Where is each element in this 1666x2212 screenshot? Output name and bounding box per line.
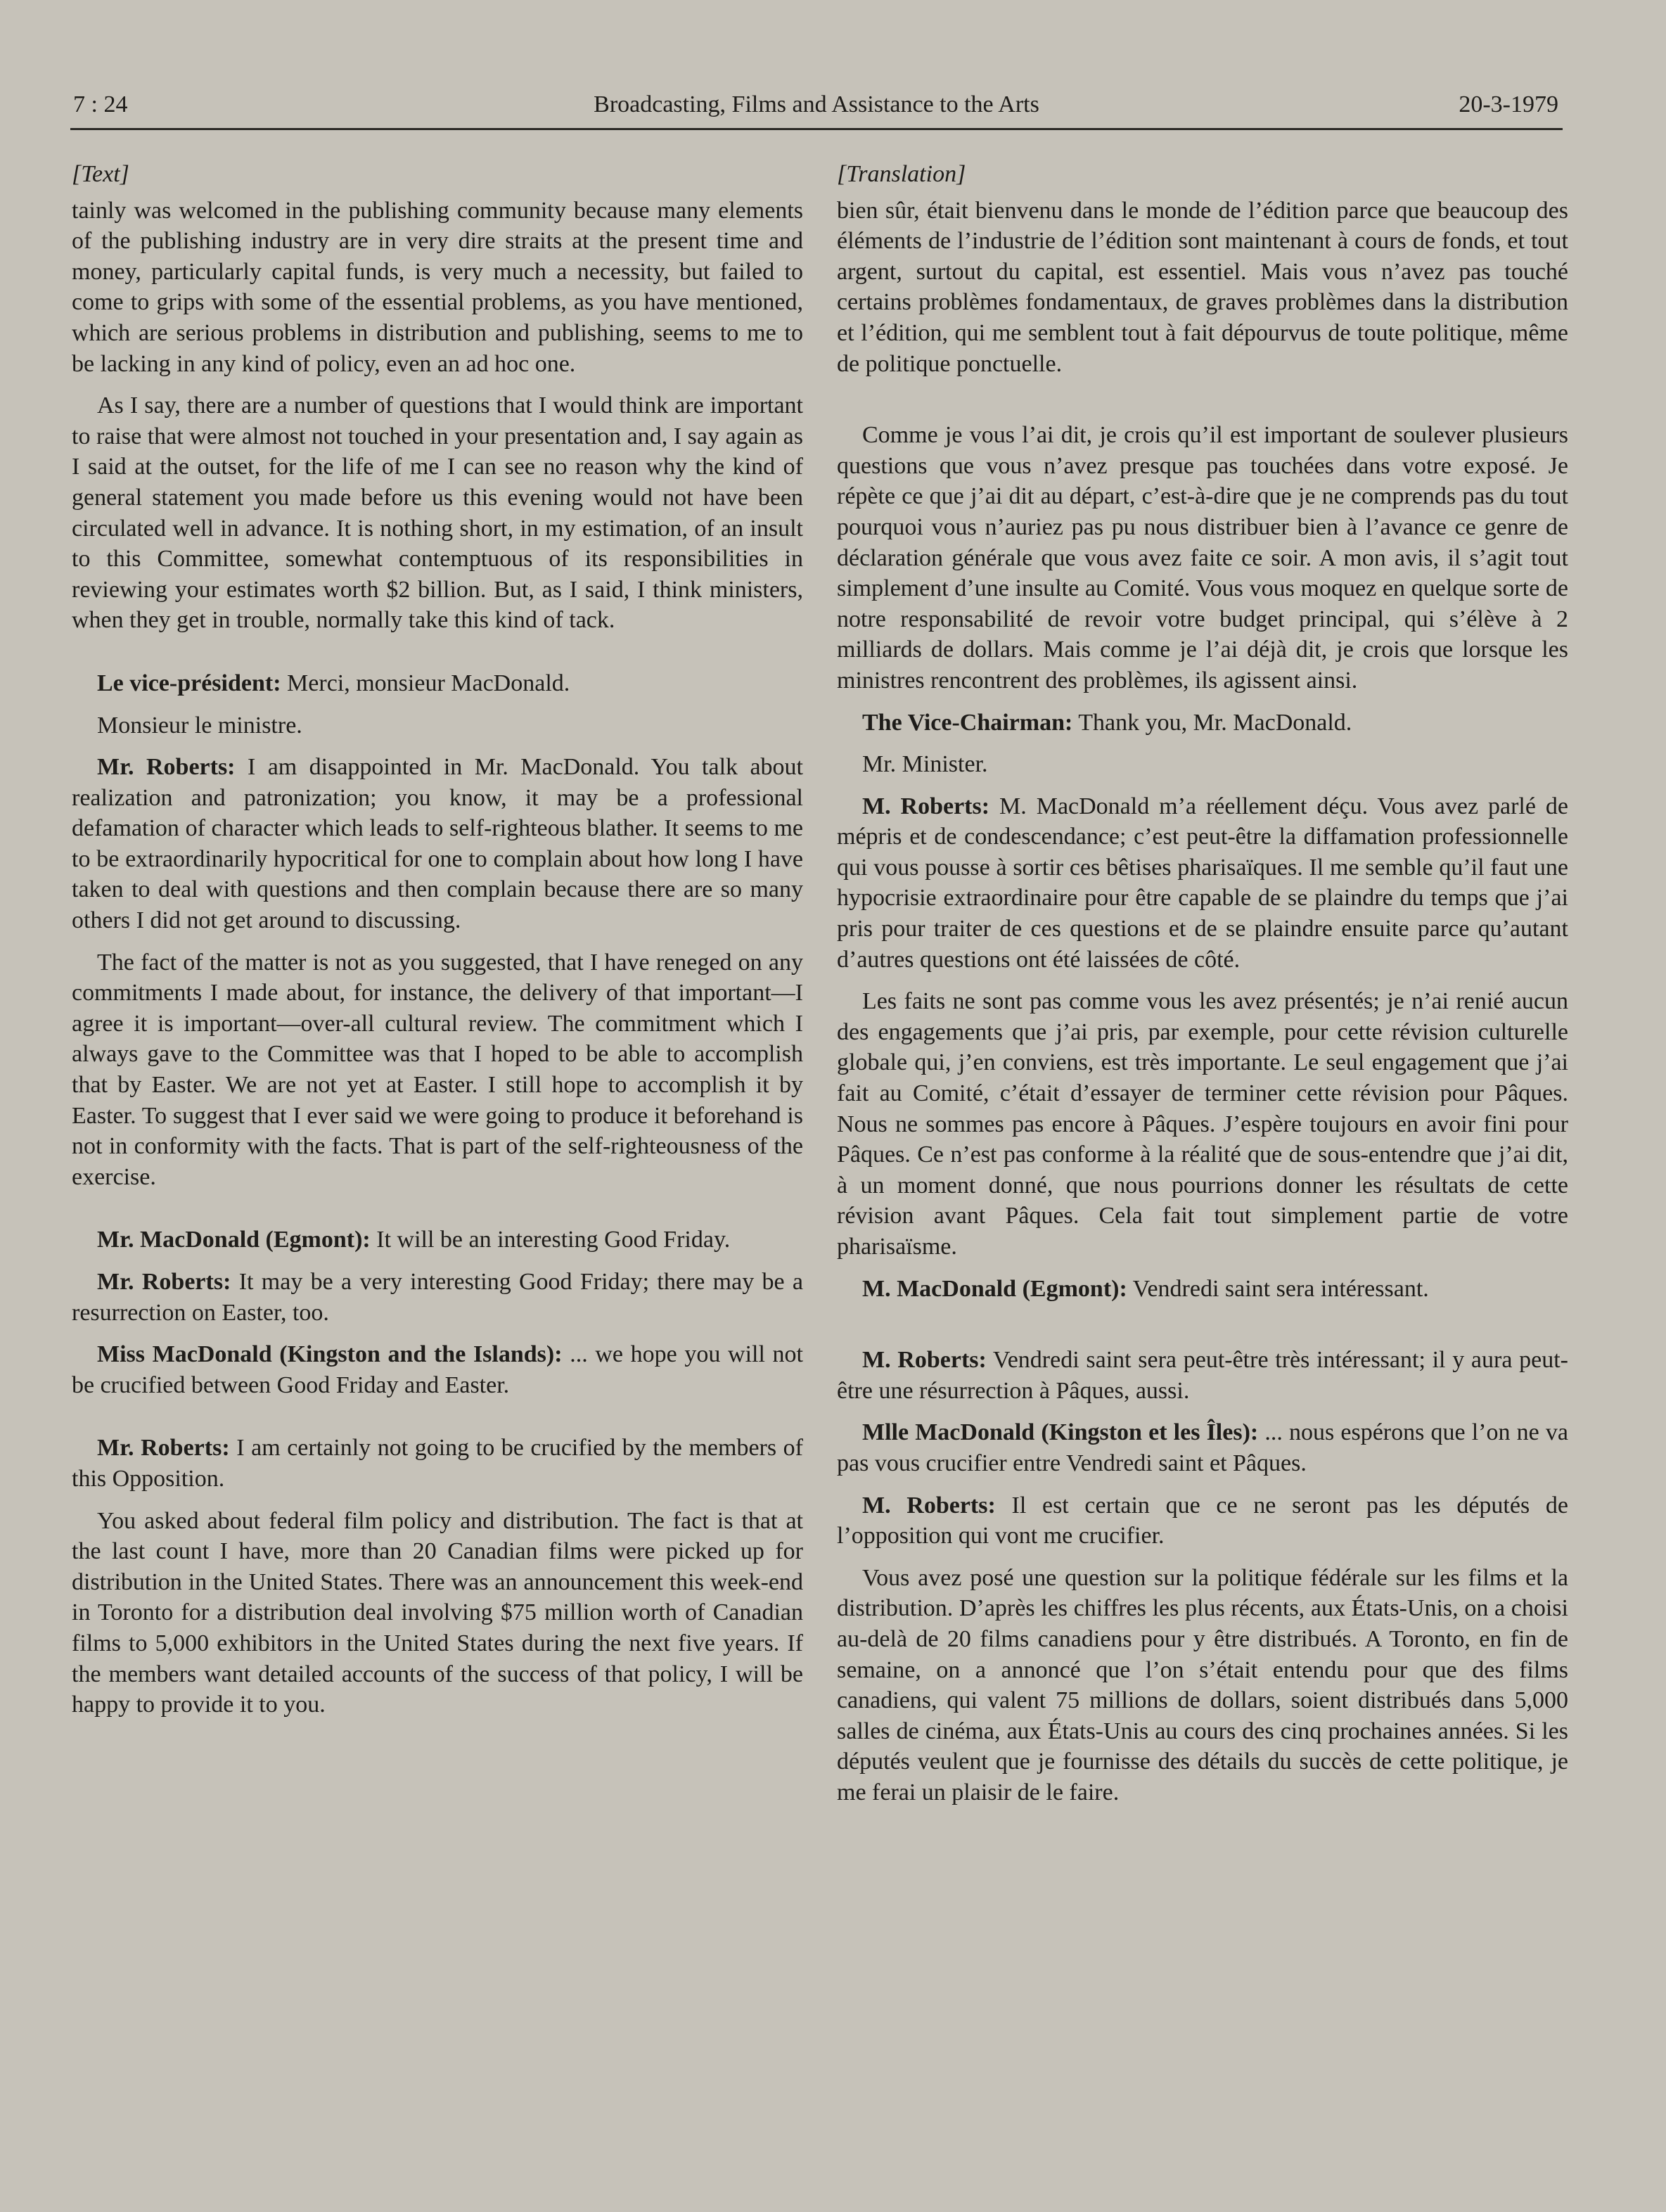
fr-paragraph: Comme je vous l’ai dit, je crois qu’il est important de soulever plusieurs questions que vous n’avez presque pas touchées dans votre exposé. Je répète ce que j’ai dit au départ, c’est-à-dire que je ne comprends pas du tout pourquoi vous n’auriez pas pu nous distribuer bien à l’avance ce genre de déclaration générale que vous avez faite ce soir. A mon avis, il s’agit tout simplement d’une insulte au Comité. Vous vous moquez en quelque sorte de notre responsabilité de revoir votre budget principal, qui s’élève à 2 milliards de dollars. Mais comme je l’ai déjà dit, je crois que lorsque les ministres rencontrent des problèmes, ils agissent ainsi. xyxy=(837,422,1568,693)
en-paragraph: Monsieur le ministre. xyxy=(97,712,302,739)
speech-text: Vendredi saint sera peut-être très intéressant; il y aura peut-être une résurrection à Pâques, aussi. xyxy=(837,1347,1568,1404)
speaker-name: M. Roberts: xyxy=(862,793,990,819)
page-number: 7 : 24 xyxy=(73,91,128,117)
speaker-name: Mlle MacDonald (Kingston et les Îles): xyxy=(862,1419,1259,1446)
speech-text: It will be an interesting Good Friday. xyxy=(370,1227,731,1253)
speech-text: Thank you, Mr. MacDonald. xyxy=(1072,709,1352,736)
fr-paragraph xyxy=(837,1417,1568,1478)
fr-paragraph xyxy=(837,1345,1568,1406)
speech-text: Merci, monsieur MacDonald. xyxy=(281,670,570,696)
fr-paragraph xyxy=(837,708,1568,739)
french-label-text: Translation xyxy=(846,161,957,187)
speech-text: ... we hope you will not be crucified between Good Friday and Easter. xyxy=(72,1341,803,1398)
fr-paragraph: Mr. Minister. xyxy=(862,751,988,778)
fr-paragraph xyxy=(837,791,1568,976)
en-paragraph xyxy=(72,1267,803,1328)
fr-paragraph: Vous avez posé une question sur la politique fédérale sur les films et la distribution. D’après les chiffres les plus récents, aux États-Unis, on a choisi au-delà de 20 films canadiens pour y être distribués. A Toronto, en fin de semaine, on a annoncé que l’on s’était entendu pour que des films canadiens, qui valent 75 millions de dollars, soient distribués dans 5,000 salles de cinéma, aux États-Unis au cours des cinq prochaines années. Si les députés veulent que je fournisse des détails du succès de cette politique, je me ferai un plaisir de le faire. xyxy=(837,1564,1568,1805)
speech-text: Il est certain que ce ne seront pas les députés de l’opposition qui vont me crucifier. xyxy=(837,1492,1568,1549)
page-title: Broadcasting, Films and Assistance to the Arts xyxy=(594,91,1039,117)
en-paragraph xyxy=(72,1225,803,1255)
en-paragraph: You asked about federal film policy and distribution. The fact is that at the last count I have, more than 20 Canadian films were picked up for distribution in the United States. There was an announcement this week-end in Toronto for a distribution deal involving $75 million worth of Canadian films to 5,000 exhibitors in the United States during the next five years. If the members want detailed accounts of the success of that policy, I will be happy to provide it to you. xyxy=(72,1507,803,1718)
en-paragraph xyxy=(72,1433,803,1494)
speech-text: Vendredi saint sera intéressant. xyxy=(1127,1275,1429,1302)
speaker-name: Mr. Roberts: xyxy=(97,1269,231,1295)
fr-paragraph xyxy=(837,1274,1568,1305)
en-paragraph: The fact of the matter is not as you suggested, that I have reneged on any commitments I made about, for instance, the delivery of that important—I agree it is important—over-all cultural review. The commitment which I always gave to the Committee was that I hoped to be able to accomplish that by Easter. We are not yet at Easter. I still hope to accomplish it by Easter. To suggest that I ever said we were going to produce it beforehand is not in conformity with the facts. That is part of the self-righteousness of the exercise. xyxy=(72,949,803,1190)
english-label: [Text] xyxy=(72,161,129,187)
fr-paragraph xyxy=(837,1490,1568,1552)
page-date: 20-3-1979 xyxy=(1459,91,1558,117)
en-paragraph xyxy=(72,1339,803,1400)
en-paragraph xyxy=(72,668,803,699)
fr-paragraph: bien sûr, était bienvenu dans le monde de l’édition parce que beaucoup des éléments de l’industrie de l’édition sont maintenant à cours de fonds, et tout argent, surtout du capital, est essentiel. Mais vous n’avez pas touché certains problèmes fondamentaux, de graves problèmes dans la distribution et l’édition, qui me semblent tout à fait dépourvus de toute politique, même de politique ponctuelle. xyxy=(837,197,1568,377)
en-paragraph xyxy=(72,752,803,936)
speaker-name: M. MacDonald (Egmont): xyxy=(862,1275,1127,1302)
en-paragraph: tainly was welcomed in the publishing community because many elements of the publishing industry are in very dire straits at the present time and money, particularly capital funds, is very much a necessity, but failed to come to grips with some of the essential problems, as you have mentioned, which are serious problems in distribution and publishing, seems to me to be lacking in any kind of policy, even an ad hoc one. xyxy=(72,197,803,377)
speech-text: M. MacDonald m’a réellement déçu. Vous avez parlé de mépris et de condescendance; c’est peut-être la diffamation professionnelle qui vous pousse à sortir ces bêtises pharisaïques. Il me semble qu’il faut une hypocrisie extraordinaire pour être capable de se plaindre du temps que j’ai pris pour traiter de ces questions et de se plaindre ensuite parce qu’autant d’autres questions ont été laissées de côté. xyxy=(837,793,1568,973)
french-label: [Translation] xyxy=(837,161,966,187)
page-header xyxy=(70,86,1563,130)
speech-text: It may be a very interesting Good Friday; there may be a resurrection on Easter, too. xyxy=(72,1269,804,1326)
speaker-name: Le vice-président: xyxy=(97,670,281,696)
english-column xyxy=(72,159,803,1732)
speaker-name: Mr. Roberts: xyxy=(97,1435,230,1462)
speech-text: I am disappointed in Mr. MacDonald. You talk about realization and patronization; you know, it may be a professional defamation of character which leads to self-righteous blather. It seems to me to be extraordinarily hypocritical for one to complain about how long I have taken to deal with questions and then complain because there are so many others I did not get around to discussing. xyxy=(72,754,803,934)
fr-paragraph: Les faits ne sont pas comme vous les avez présentés; je n’ai renié aucun des engagements que j’ai pris, par exemple, pour cette révision culturelle globale qui, j’en conviens, est très importante. Le seul engagement que j’ai fait au Comité, c’était d’essayer de terminer cette révision pour Pâques. Nous ne sommes pas encore à Pâques. J’espère toujours en avoir fini pour Pâques. Ce n’est pas conforme à la réalité que de sous-entendre que j’ai dit, à un moment donné, que nous pourrions donner les résultats de cette révision avant Pâques. Cela fait tout simplement partie de votre pharisaïsme. xyxy=(837,988,1568,1260)
speech-text: I am certainly not going to be crucified by the members of this Opposition. xyxy=(72,1435,803,1492)
french-column xyxy=(837,159,1568,1820)
speaker-name: The Vice-Chairman: xyxy=(862,709,1073,736)
en-paragraph: As I say, there are a number of questions that I would think are important to raise that were almost not touched in your presentation and, I say again as I said at the outset, for the life of me I can see no reason why the kind of general statement you made before us this evening would not have been circulated well in advance. It is nothing short, in my estimation, of an insult to this Committee, somewhat contemptuous of its responsibilities in reviewing your estimates worth $2 billion. But, as I said, I think ministers, when they get in trouble, normally take this kind of tack. xyxy=(72,392,803,634)
speaker-name: Miss MacDonald (Kingston and the Islands): xyxy=(97,1341,563,1368)
speaker-name: Mr. Roberts: xyxy=(97,754,236,781)
english-label-text: Text xyxy=(81,161,120,187)
speech-text: ... nous espérons que l’on ne va pas vous crucifier entre Vendredi saint et Pâques. xyxy=(837,1419,1568,1476)
speaker-name: M. Roberts: xyxy=(862,1347,987,1374)
speaker-name: Mr. MacDonald (Egmont): xyxy=(97,1227,371,1253)
speaker-name: M. Roberts: xyxy=(862,1492,996,1519)
